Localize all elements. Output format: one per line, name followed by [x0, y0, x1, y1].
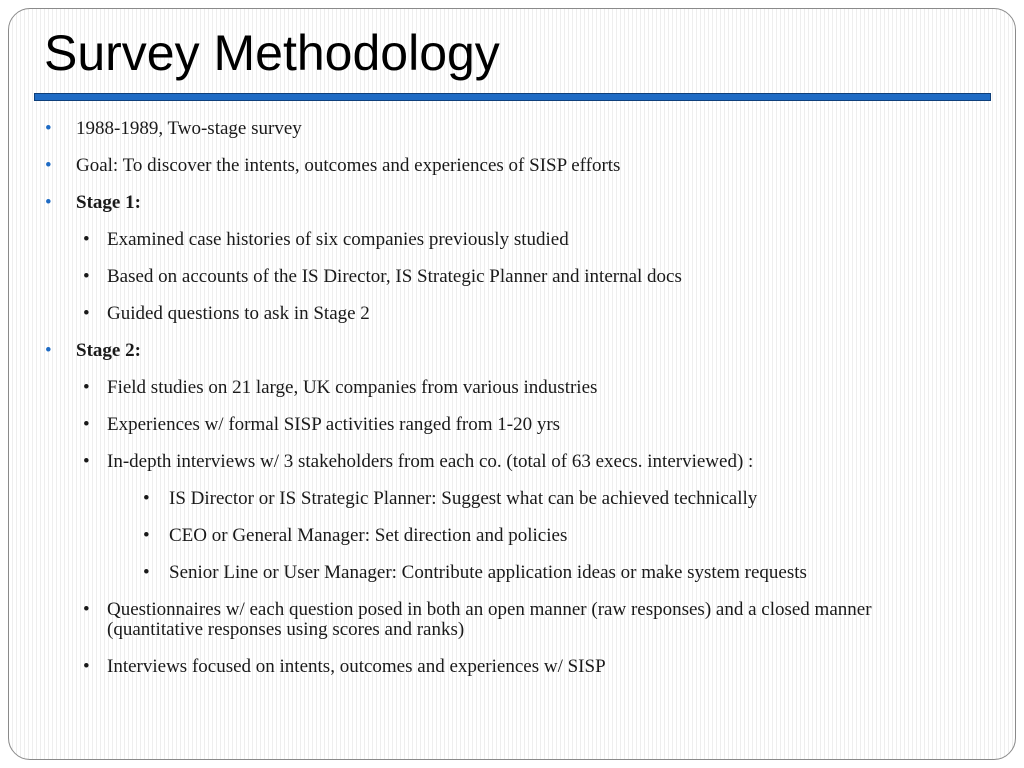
bullet-icon: •	[83, 229, 90, 250]
sub-bullet-item	[9, 452, 937, 472]
sub-sub-bullet-item	[9, 489, 1016, 509]
bullet-text: Field studies on 21 large, UK companies from various industries	[107, 377, 598, 398]
sub-bullet-item	[9, 415, 937, 435]
bullet-item	[9, 341, 1016, 361]
bullet-icon: •	[45, 118, 52, 139]
bullet-icon: •	[45, 192, 52, 213]
bullet-text: Goal: To discover the intents, outcomes and experiences of SISP efforts	[76, 155, 621, 176]
bullet-text: Guided questions to ask in Stage 2	[107, 303, 370, 324]
bullet-icon: •	[83, 303, 90, 324]
sub-sub-bullet-item	[9, 526, 1016, 546]
bullet-icon: •	[45, 155, 52, 176]
bullet-icon: •	[83, 266, 90, 287]
bullet-item	[9, 119, 1016, 139]
bullet-text: Examined case histories of six companies previously studied	[107, 229, 569, 250]
bullet-text: 1988-1989, Two-stage survey	[76, 118, 302, 139]
bullet-item	[9, 156, 1016, 176]
bullet-text: Questionnaires w/ each question posed in both an open manner (raw responses) and a closed manner (quantitative responses using scores and ranks)	[107, 599, 872, 640]
bullet-text: Stage 2:	[76, 340, 141, 361]
bullet-text: Based on accounts of the IS Director, IS Strategic Planner and internal docs	[107, 266, 682, 287]
bullet-text: Interviews focused on intents, outcomes and experiences w/ SISP	[107, 656, 606, 677]
bullet-text: In-depth interviews w/ 3 stakeholders from each co. (total of 63 execs. interviewed) :	[107, 451, 754, 472]
bullet-icon: •	[83, 377, 90, 398]
bullet-item	[9, 193, 1016, 213]
bullet-text: CEO or General Manager: Set direction and policies	[169, 525, 568, 546]
bullet-icon: •	[143, 562, 150, 583]
bullet-list	[9, 119, 1016, 694]
sub-sub-bullet-item	[9, 563, 1016, 583]
bullet-text: IS Director or IS Strategic Planner: Suggest what can be achieved technically	[169, 488, 758, 509]
bullet-icon: •	[83, 656, 90, 677]
bullet-icon: •	[83, 599, 90, 620]
sub-bullet-item	[9, 230, 937, 250]
bullet-icon: •	[45, 340, 52, 361]
bullet-text: Senior Line or User Manager: Contribute application ideas or make system requests	[169, 562, 807, 583]
slide	[8, 8, 1016, 760]
sub-bullet-item	[9, 304, 937, 324]
sub-bullet-item	[9, 600, 937, 640]
sub-bullet-item	[9, 657, 937, 677]
bullet-icon: •	[83, 451, 90, 472]
sub-bullet-item	[9, 378, 937, 398]
title-divider	[34, 93, 991, 101]
bullet-icon: •	[83, 414, 90, 435]
sub-bullet-item	[9, 267, 937, 287]
bullet-text: Experiences w/ formal SISP activities ranged from 1-20 yrs	[107, 414, 561, 435]
bullet-icon: •	[143, 488, 150, 509]
slide-title: Survey Methodology	[44, 25, 500, 81]
bullet-icon: •	[143, 525, 150, 546]
bullet-text: Stage 1:	[76, 192, 141, 213]
